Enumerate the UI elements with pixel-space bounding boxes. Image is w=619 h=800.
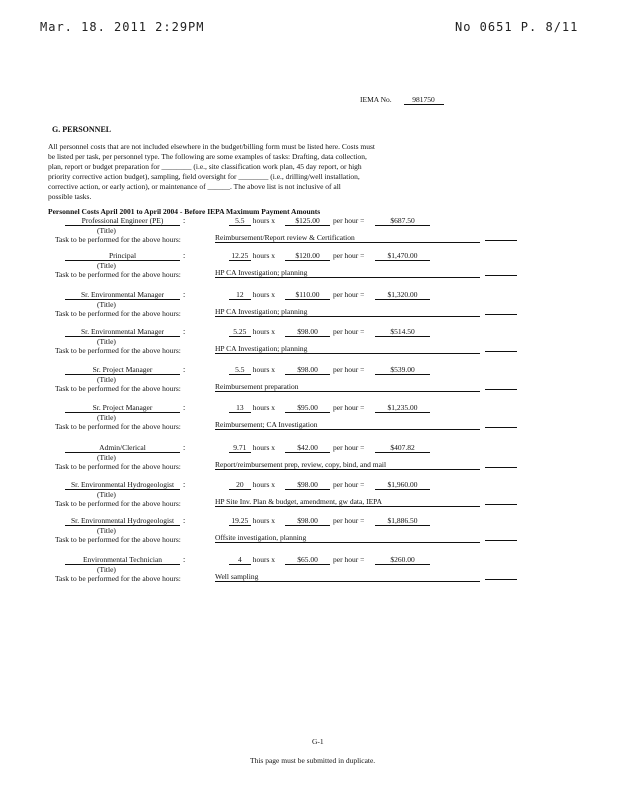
- rate-value[interactable]: $98.00: [285, 327, 330, 337]
- blank-line: [485, 467, 517, 468]
- personnel-title[interactable]: Professional Engineer (PE): [65, 216, 180, 226]
- title-label: (Title): [97, 300, 116, 309]
- hours-value[interactable]: [215, 555, 275, 565]
- rate-value[interactable]: $42.00: [285, 443, 330, 453]
- personnel-row: [55, 403, 575, 441]
- amount-value[interactable]: $1,235.00: [375, 403, 430, 413]
- amount-value[interactable]: $687.50: [375, 216, 430, 226]
- task-label: Task to be performed for the above hours:: [55, 535, 181, 544]
- hours-number[interactable]: 12: [229, 290, 251, 300]
- per-hour-label: per hour =: [333, 555, 365, 564]
- task-description[interactable]: HP Site Inv. Plan & budget, amendment, gw data, IEPA: [215, 497, 480, 507]
- personnel-title[interactable]: Sr. Environmental Manager: [65, 327, 180, 337]
- colon: :: [183, 403, 186, 412]
- rate-value[interactable]: $120.00: [285, 251, 330, 261]
- personnel-title[interactable]: Sr. Environmental Hydrogeologist: [65, 480, 180, 490]
- hours-value[interactable]: [215, 216, 275, 226]
- amount-value[interactable]: $1,960.00: [375, 480, 430, 490]
- title-label: (Title): [97, 261, 116, 270]
- task-description[interactable]: Reimbursement/Report review & Certification: [215, 233, 480, 243]
- personnel-row: [55, 216, 575, 254]
- amount-value[interactable]: $1,886.50: [375, 516, 430, 526]
- blank-line: [485, 314, 517, 315]
- amount-value[interactable]: $260.00: [375, 555, 430, 565]
- personnel-title[interactable]: Sr. Project Manager: [65, 403, 180, 413]
- task-description[interactable]: HP CA Investigation; planning: [215, 268, 480, 278]
- task-description[interactable]: Reimbursement preparation: [215, 382, 480, 392]
- task-description[interactable]: HP CA Investigation; planning: [215, 307, 480, 317]
- colon: :: [183, 443, 186, 452]
- blank-line: [485, 275, 517, 276]
- task-label: Task to be performed for the above hours:: [55, 346, 181, 355]
- hours-value[interactable]: [215, 327, 275, 337]
- colon: :: [183, 251, 186, 260]
- amount-value[interactable]: $407.82: [375, 443, 430, 453]
- title-label: (Title): [97, 490, 116, 499]
- per-hour-label: per hour =: [333, 365, 365, 374]
- hours-value[interactable]: [215, 365, 275, 375]
- hours-label: hours x: [252, 216, 275, 225]
- personnel-row: [55, 251, 575, 289]
- hours-number[interactable]: 20: [229, 480, 251, 490]
- per-hour-label: per hour =: [333, 216, 365, 225]
- amount-value[interactable]: $1,470.00: [375, 251, 430, 261]
- blank-line: [485, 427, 517, 428]
- task-label: Task to be performed for the above hours:: [55, 422, 181, 431]
- personnel-row: [55, 327, 575, 365]
- fax-header-right: No 0651 P. 8/11: [455, 20, 579, 34]
- footer-note: This page must be submitted in duplicate.: [250, 756, 376, 765]
- intro-paragraph: [48, 142, 375, 202]
- hours-value[interactable]: [215, 290, 275, 300]
- personnel-row: [55, 555, 575, 593]
- fax-header-left: Mar. 18. 2011 2:29PM: [40, 20, 205, 34]
- personnel-row: [55, 290, 575, 328]
- subheading: Personnel Costs April 2001 to April 2004 - Before IEPA Maximum Payment Amounts: [48, 207, 321, 216]
- section-title: G. PERSONNEL: [52, 125, 112, 134]
- blank-line: [485, 240, 517, 241]
- hours-label: hours x: [252, 327, 275, 336]
- hours-value[interactable]: [215, 403, 275, 413]
- personnel-row: [55, 480, 575, 518]
- intro-line: priority corrective action budget), sampling, field oversight for ________ (i.e., drilling/well installation,: [48, 172, 360, 181]
- personnel-title[interactable]: Environmental Technician: [65, 555, 180, 565]
- hours-value[interactable]: [215, 516, 275, 526]
- personnel-title[interactable]: Principal: [65, 251, 180, 261]
- hours-number[interactable]: 13: [229, 403, 251, 413]
- task-description[interactable]: HP CA Investigation; planning: [215, 344, 480, 354]
- rate-value[interactable]: $65.00: [285, 555, 330, 565]
- colon: :: [183, 216, 186, 225]
- personnel-row: [55, 443, 575, 481]
- task-label: Task to be performed for the above hours:: [55, 574, 181, 583]
- hours-value[interactable]: [215, 443, 275, 453]
- personnel-title[interactable]: Sr. Environmental Manager: [65, 290, 180, 300]
- per-hour-label: per hour =: [333, 443, 365, 452]
- intro-line: All personnel costs that are not included elsewhere in the budget/billing form must be listed here. Costs must: [48, 142, 376, 151]
- hours-label: hours x: [252, 480, 275, 489]
- intro-line: plan, report or budget preparation for ________ (i.e., site classification work plan, 45 day report, or high: [48, 162, 362, 171]
- per-hour-label: per hour =: [333, 480, 365, 489]
- colon: :: [183, 555, 186, 564]
- hours-value[interactable]: [215, 251, 275, 261]
- hours-label: hours x: [252, 403, 275, 412]
- colon: :: [183, 480, 186, 489]
- intro-line: be listed per task, per personnel type. The following are some examples of tasks: Drafting, data collection,: [48, 152, 367, 161]
- rate-value[interactable]: $98.00: [285, 365, 330, 375]
- hours-label: hours x: [252, 443, 275, 452]
- title-label: (Title): [97, 413, 116, 422]
- hours-label: hours x: [252, 555, 275, 564]
- task-label: Task to be performed for the above hours:: [55, 309, 181, 318]
- blank-line: [485, 504, 517, 505]
- personnel-title[interactable]: Sr. Environmental Hydrogeologist: [65, 516, 180, 526]
- blank-line: [485, 579, 517, 580]
- personnel-title[interactable]: Sr. Project Manager: [65, 365, 180, 375]
- per-hour-label: per hour =: [333, 516, 365, 525]
- title-label: (Title): [97, 337, 116, 346]
- hours-label: hours x: [252, 290, 275, 299]
- task-label: Task to be performed for the above hours:: [55, 235, 181, 244]
- colon: :: [183, 365, 186, 374]
- colon: :: [183, 327, 186, 336]
- title-label: (Title): [97, 565, 116, 574]
- task-label: Task to be performed for the above hours:: [55, 462, 181, 471]
- rate-value[interactable]: $98.00: [285, 480, 330, 490]
- hours-number[interactable]: 12.25: [229, 251, 251, 261]
- hours-number[interactable]: 5.5: [229, 216, 251, 226]
- blank-line: [485, 351, 517, 352]
- rate-value[interactable]: $95.00: [285, 403, 330, 413]
- per-hour-label: per hour =: [333, 403, 365, 412]
- amount-value[interactable]: $514.50: [375, 327, 430, 337]
- hours-number[interactable]: 9.71: [229, 443, 251, 453]
- personnel-row: [55, 365, 575, 403]
- rate-value[interactable]: $110.00: [285, 290, 330, 300]
- ieppa-number: [360, 95, 444, 105]
- title-label: (Title): [97, 453, 116, 462]
- page-number: G-1: [312, 737, 324, 746]
- hours-value[interactable]: [215, 480, 275, 490]
- blank-line: [485, 540, 517, 541]
- task-description[interactable]: Offsite investigation, planning: [215, 533, 480, 543]
- intro-line: corrective action, or early action), or maintenance of ______. The above list is not inclusive of all: [48, 182, 341, 191]
- hours-number[interactable]: 5.5: [229, 365, 251, 375]
- amount-value[interactable]: $539.00: [375, 365, 430, 375]
- colon: :: [183, 290, 186, 299]
- intro-line: possible tasks.: [48, 192, 92, 201]
- colon: :: [183, 516, 186, 525]
- hours-number[interactable]: 19.25: [229, 516, 251, 526]
- hours-label: hours x: [252, 251, 275, 260]
- per-hour-label: per hour =: [333, 251, 365, 260]
- task-label: Task to be performed for the above hours:: [55, 270, 181, 279]
- hours-number[interactable]: 4: [229, 555, 251, 565]
- title-label: (Title): [97, 526, 116, 535]
- title-label: (Title): [97, 375, 116, 384]
- task-description[interactable]: Report/reimbursement prep, review, copy, bind, and mail: [215, 460, 480, 470]
- per-hour-label: per hour =: [333, 327, 365, 336]
- task-description[interactable]: Reimbursement; CA Investigation: [215, 420, 480, 430]
- per-hour-label: per hour =: [333, 290, 365, 299]
- task-description[interactable]: Well sampling: [215, 572, 480, 582]
- rate-value[interactable]: $125.00: [285, 216, 330, 226]
- hours-label: hours x: [252, 516, 275, 525]
- hours-label: hours x: [252, 365, 275, 374]
- task-label: Task to be performed for the above hours:: [55, 499, 181, 508]
- title-label: (Title): [97, 226, 116, 235]
- blank-line: [485, 389, 517, 390]
- rate-value[interactable]: $98.00: [285, 516, 330, 526]
- hours-number[interactable]: 5.25: [229, 327, 251, 337]
- personnel-title[interactable]: Admin/Clerical: [65, 443, 180, 453]
- task-label: Task to be performed for the above hours:: [55, 384, 181, 393]
- ieppa-label: IEMA No.: [360, 95, 392, 104]
- amount-value[interactable]: $1,320.00: [375, 290, 430, 300]
- ieppa-value: 981750: [404, 95, 444, 105]
- personnel-row: [55, 516, 575, 554]
